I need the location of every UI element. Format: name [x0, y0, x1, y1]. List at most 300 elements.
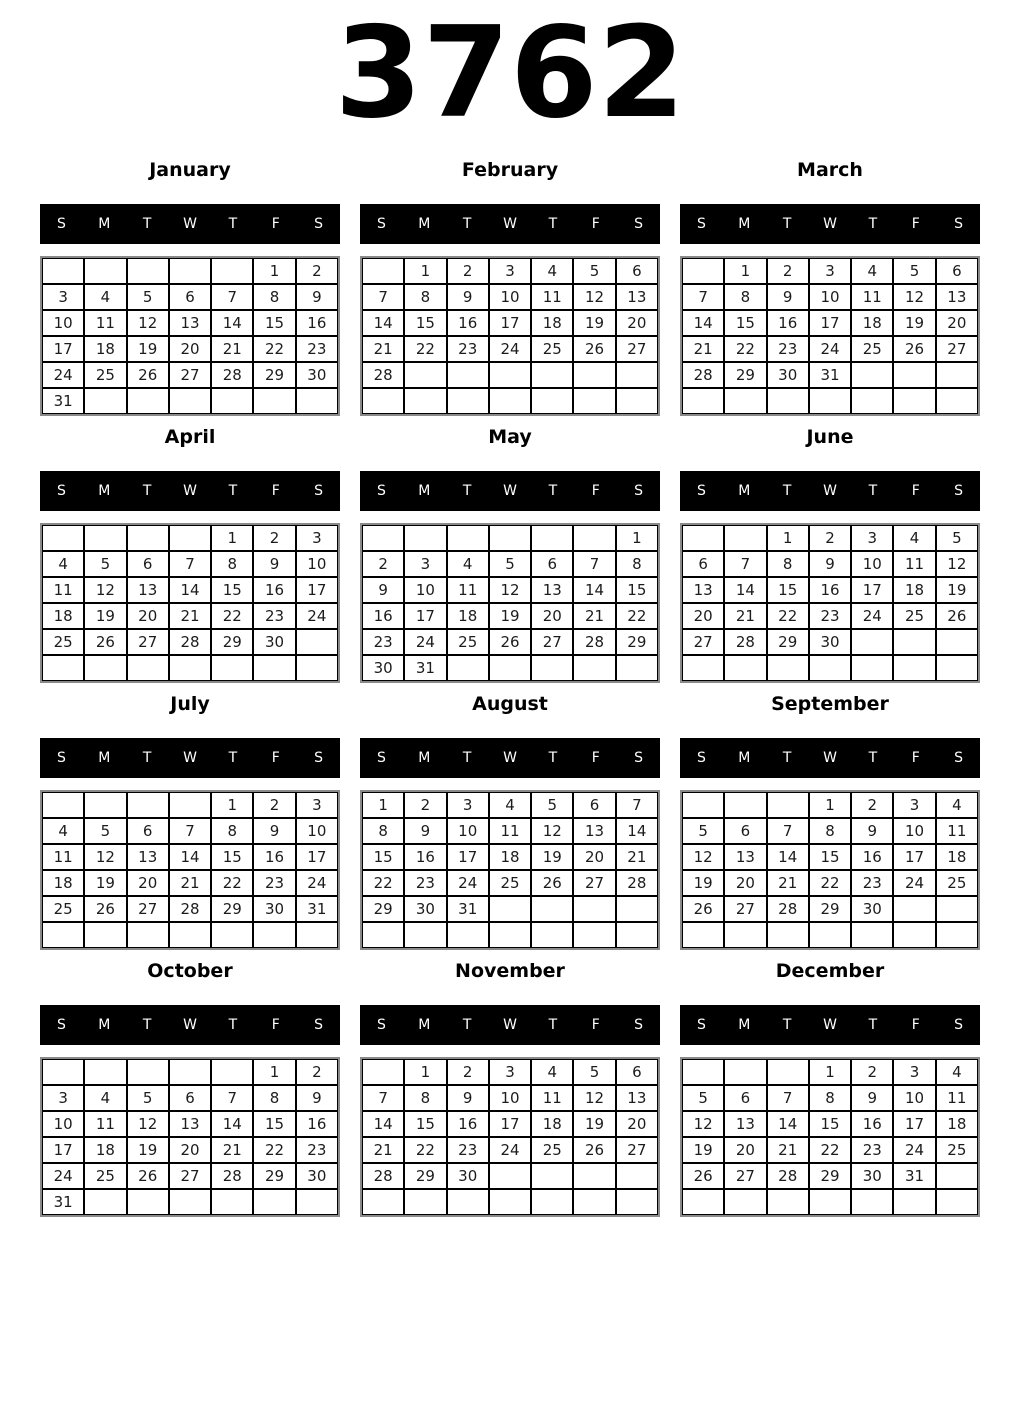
week-row — [362, 284, 658, 310]
week-row — [42, 258, 338, 284]
day-cell: 26 — [893, 336, 935, 362]
day-cell: 11 — [42, 577, 84, 603]
day-cell: 24 — [809, 336, 851, 362]
empty-day-cell — [169, 1189, 211, 1215]
month-title: January — [149, 159, 231, 181]
week-row — [362, 1163, 658, 1189]
week-row — [682, 818, 978, 844]
month-grid — [680, 256, 980, 416]
empty-day-cell — [489, 525, 531, 551]
day-cell: 20 — [682, 603, 724, 629]
day-cell: 30 — [767, 362, 809, 388]
day-cell: 20 — [616, 1111, 658, 1137]
week-row — [42, 1059, 338, 1085]
day-cell: 7 — [211, 1085, 253, 1111]
day-cell: 5 — [573, 1059, 615, 1085]
day-cell: 17 — [447, 844, 489, 870]
empty-day-cell — [42, 258, 84, 284]
day-cell: 22 — [211, 603, 253, 629]
weekday-label: T — [548, 483, 558, 499]
weekday-label: T — [228, 750, 238, 766]
week-row — [362, 310, 658, 336]
day-cell: 4 — [42, 551, 84, 577]
day-cell: 28 — [169, 629, 211, 655]
weekday-label: S — [56, 1017, 66, 1033]
day-cell: 21 — [573, 603, 615, 629]
week-row — [682, 258, 978, 284]
day-cell: 3 — [809, 258, 851, 284]
empty-day-cell — [42, 1059, 84, 1085]
day-cell: 24 — [42, 1163, 84, 1189]
day-cell: 21 — [767, 870, 809, 896]
week-row — [682, 336, 978, 362]
day-cell: 27 — [616, 336, 658, 362]
empty-day-cell — [127, 792, 169, 818]
empty-day-cell — [893, 362, 935, 388]
day-cell: 14 — [169, 577, 211, 603]
day-cell: 3 — [489, 258, 531, 284]
week-row — [42, 577, 338, 603]
empty-day-cell — [84, 525, 126, 551]
day-cell: 27 — [936, 336, 978, 362]
empty-day-cell — [682, 792, 724, 818]
day-cell: 22 — [404, 336, 446, 362]
day-cell: 28 — [767, 896, 809, 922]
weekday-label: S — [634, 216, 644, 232]
weekday-label: S — [954, 216, 964, 232]
day-cell: 3 — [42, 1085, 84, 1111]
day-cell: 17 — [489, 310, 531, 336]
day-cell: 14 — [211, 310, 253, 336]
weekday-label: F — [911, 1017, 920, 1033]
day-cell: 12 — [893, 284, 935, 310]
week-row — [682, 1111, 978, 1137]
week-row — [42, 1111, 338, 1137]
day-cell: 25 — [42, 629, 84, 655]
day-cell: 24 — [893, 870, 935, 896]
empty-day-cell — [767, 792, 809, 818]
month-july — [40, 695, 340, 950]
empty-day-cell — [767, 922, 809, 948]
weekday-label: F — [271, 750, 280, 766]
week-row — [362, 577, 658, 603]
empty-day-cell — [851, 629, 893, 655]
day-cell: 13 — [616, 1085, 658, 1111]
week-row — [362, 525, 658, 551]
day-cell: 30 — [447, 1163, 489, 1189]
empty-day-cell — [851, 362, 893, 388]
weekday-label: W — [823, 483, 837, 499]
day-cell: 18 — [42, 603, 84, 629]
week-row — [362, 551, 658, 577]
weekday-label: W — [503, 1017, 517, 1033]
day-cell: 6 — [724, 818, 766, 844]
day-cell: 21 — [169, 870, 211, 896]
day-cell: 20 — [573, 844, 615, 870]
day-cell: 4 — [893, 525, 935, 551]
empty-day-cell — [42, 655, 84, 681]
day-cell: 12 — [84, 844, 126, 870]
empty-day-cell — [296, 388, 338, 414]
weekday-label: T — [142, 1017, 152, 1033]
month-may — [360, 428, 660, 683]
day-cell: 26 — [682, 1163, 724, 1189]
day-cell: 26 — [127, 1163, 169, 1189]
weekday-header — [680, 204, 980, 244]
empty-day-cell — [936, 896, 978, 922]
empty-day-cell — [84, 258, 126, 284]
day-cell: 19 — [84, 603, 126, 629]
day-cell: 30 — [362, 655, 404, 681]
day-cell: 22 — [724, 336, 766, 362]
weekday-label: S — [634, 1017, 644, 1033]
empty-day-cell — [936, 388, 978, 414]
empty-day-cell — [767, 388, 809, 414]
empty-day-cell — [682, 258, 724, 284]
empty-day-cell — [724, 655, 766, 681]
day-cell: 9 — [767, 284, 809, 310]
day-cell: 14 — [682, 310, 724, 336]
weekday-label: T — [142, 216, 152, 232]
day-cell: 3 — [447, 792, 489, 818]
day-cell: 5 — [573, 258, 615, 284]
day-cell: 2 — [296, 1059, 338, 1085]
month-march — [680, 161, 980, 416]
day-cell: 20 — [127, 870, 169, 896]
day-cell: 15 — [253, 310, 295, 336]
day-cell: 26 — [127, 362, 169, 388]
day-cell: 17 — [296, 844, 338, 870]
empty-day-cell — [447, 525, 489, 551]
day-cell: 21 — [682, 336, 724, 362]
empty-day-cell — [253, 1189, 295, 1215]
day-cell: 11 — [489, 818, 531, 844]
weekday-label: T — [782, 216, 792, 232]
empty-day-cell — [42, 792, 84, 818]
month-title: November — [455, 960, 565, 982]
empty-day-cell — [809, 388, 851, 414]
year-title: 3762 — [334, 0, 686, 146]
weekday-label: F — [911, 216, 920, 232]
weekday-label: T — [782, 1017, 792, 1033]
week-row — [42, 896, 338, 922]
empty-day-cell — [851, 655, 893, 681]
day-cell: 14 — [767, 844, 809, 870]
day-cell: 14 — [362, 310, 404, 336]
empty-day-cell — [447, 1189, 489, 1215]
day-cell: 10 — [809, 284, 851, 310]
week-row — [42, 1189, 338, 1215]
weekday-label: M — [738, 216, 751, 232]
weekday-label: T — [142, 750, 152, 766]
day-cell: 13 — [169, 310, 211, 336]
day-cell: 23 — [447, 1137, 489, 1163]
empty-day-cell — [84, 388, 126, 414]
day-cell: 16 — [851, 844, 893, 870]
empty-day-cell — [447, 388, 489, 414]
day-cell: 16 — [296, 310, 338, 336]
day-cell: 16 — [362, 603, 404, 629]
weekday-header — [680, 471, 980, 511]
day-cell: 10 — [489, 1085, 531, 1111]
day-cell: 21 — [362, 1137, 404, 1163]
empty-day-cell — [573, 1189, 615, 1215]
day-cell: 5 — [936, 525, 978, 551]
empty-day-cell — [84, 1189, 126, 1215]
day-cell: 12 — [489, 577, 531, 603]
weekday-label: T — [228, 1017, 238, 1033]
day-cell: 6 — [531, 551, 573, 577]
day-cell: 27 — [682, 629, 724, 655]
weekday-label: T — [228, 216, 238, 232]
weekday-label: F — [591, 483, 600, 499]
day-cell: 19 — [682, 870, 724, 896]
month-title: October — [147, 960, 233, 982]
day-cell: 5 — [84, 818, 126, 844]
empty-day-cell — [893, 1189, 935, 1215]
day-cell: 25 — [42, 896, 84, 922]
weekday-header — [680, 1005, 980, 1045]
empty-day-cell — [489, 922, 531, 948]
empty-day-cell — [893, 655, 935, 681]
day-cell: 19 — [893, 310, 935, 336]
day-cell: 18 — [936, 844, 978, 870]
day-cell: 27 — [531, 629, 573, 655]
weekday-label: F — [911, 750, 920, 766]
day-cell: 23 — [253, 870, 295, 896]
empty-day-cell — [489, 362, 531, 388]
empty-day-cell — [851, 388, 893, 414]
day-cell: 31 — [809, 362, 851, 388]
empty-day-cell — [127, 1059, 169, 1085]
day-cell: 9 — [447, 1085, 489, 1111]
weekday-label: M — [98, 483, 111, 499]
day-cell: 22 — [616, 603, 658, 629]
weekday-label: S — [696, 750, 706, 766]
day-cell: 19 — [84, 870, 126, 896]
day-cell: 25 — [531, 1137, 573, 1163]
day-cell: 24 — [489, 336, 531, 362]
weekday-label: T — [868, 483, 878, 499]
day-cell: 1 — [404, 258, 446, 284]
day-cell: 28 — [573, 629, 615, 655]
day-cell: 7 — [362, 1085, 404, 1111]
weekday-label: S — [696, 483, 706, 499]
day-cell: 25 — [84, 362, 126, 388]
week-row — [362, 629, 658, 655]
day-cell: 21 — [211, 1137, 253, 1163]
day-cell: 22 — [809, 870, 851, 896]
weekday-label: F — [591, 750, 600, 766]
empty-day-cell — [767, 655, 809, 681]
weekday-header — [40, 471, 340, 511]
day-cell: 17 — [404, 603, 446, 629]
weekday-label: T — [782, 483, 792, 499]
empty-day-cell — [682, 1059, 724, 1085]
weekday-label: W — [823, 216, 837, 232]
day-cell: 14 — [362, 1111, 404, 1137]
week-row — [42, 603, 338, 629]
empty-day-cell — [531, 922, 573, 948]
weekday-label: W — [503, 216, 517, 232]
day-cell: 22 — [253, 1137, 295, 1163]
day-cell: 13 — [531, 577, 573, 603]
day-cell: 13 — [724, 844, 766, 870]
week-row — [682, 1163, 978, 1189]
month-grid — [680, 523, 980, 683]
week-row — [42, 870, 338, 896]
week-row — [362, 258, 658, 284]
weekday-label: T — [462, 216, 472, 232]
day-cell: 24 — [296, 603, 338, 629]
month-december — [680, 962, 980, 1217]
day-cell: 15 — [809, 1111, 851, 1137]
day-cell: 15 — [809, 844, 851, 870]
day-cell: 15 — [253, 1111, 295, 1137]
week-row — [362, 896, 658, 922]
empty-day-cell — [893, 388, 935, 414]
day-cell: 8 — [616, 551, 658, 577]
day-cell: 16 — [253, 844, 295, 870]
day-cell: 16 — [296, 1111, 338, 1137]
weekday-label: M — [418, 1017, 431, 1033]
day-cell: 30 — [253, 629, 295, 655]
day-cell: 29 — [616, 629, 658, 655]
day-cell: 10 — [42, 310, 84, 336]
day-cell: 1 — [724, 258, 766, 284]
weekday-label: T — [142, 483, 152, 499]
day-cell: 24 — [893, 1137, 935, 1163]
empty-day-cell — [296, 655, 338, 681]
day-cell: 29 — [767, 629, 809, 655]
week-row — [42, 1085, 338, 1111]
day-cell: 6 — [724, 1085, 766, 1111]
weekday-label: S — [56, 750, 66, 766]
day-cell: 4 — [936, 1059, 978, 1085]
weekday-label: S — [954, 750, 964, 766]
day-cell: 10 — [893, 1085, 935, 1111]
day-cell: 26 — [682, 896, 724, 922]
day-cell: 30 — [253, 896, 295, 922]
empty-day-cell — [573, 1163, 615, 1189]
week-row — [362, 818, 658, 844]
day-cell: 14 — [616, 818, 658, 844]
day-cell: 27 — [724, 1163, 766, 1189]
day-cell: 20 — [127, 603, 169, 629]
day-cell: 6 — [616, 258, 658, 284]
empty-day-cell — [851, 1189, 893, 1215]
day-cell: 6 — [169, 1085, 211, 1111]
weekday-label: T — [782, 750, 792, 766]
day-cell: 26 — [531, 870, 573, 896]
weekday-label: W — [183, 483, 197, 499]
empty-day-cell — [211, 388, 253, 414]
empty-day-cell — [767, 1059, 809, 1085]
day-cell: 12 — [127, 1111, 169, 1137]
day-cell: 1 — [211, 525, 253, 551]
day-cell: 12 — [573, 284, 615, 310]
day-cell: 24 — [42, 362, 84, 388]
day-cell: 18 — [893, 577, 935, 603]
day-cell: 31 — [296, 896, 338, 922]
empty-day-cell — [573, 362, 615, 388]
day-cell: 8 — [211, 551, 253, 577]
week-row — [682, 577, 978, 603]
day-cell: 14 — [211, 1111, 253, 1137]
day-cell: 15 — [211, 577, 253, 603]
month-april — [40, 428, 340, 683]
day-cell: 4 — [447, 551, 489, 577]
weekday-label: T — [462, 483, 472, 499]
weekday-label: W — [823, 750, 837, 766]
empty-day-cell — [724, 1059, 766, 1085]
day-cell: 10 — [296, 818, 338, 844]
day-cell: 20 — [724, 1137, 766, 1163]
day-cell: 16 — [767, 310, 809, 336]
empty-day-cell — [127, 388, 169, 414]
day-cell: 17 — [809, 310, 851, 336]
empty-day-cell — [936, 1163, 978, 1189]
empty-day-cell — [84, 655, 126, 681]
week-row — [42, 1163, 338, 1189]
day-cell: 28 — [724, 629, 766, 655]
day-cell: 11 — [893, 551, 935, 577]
empty-day-cell — [253, 388, 295, 414]
week-row — [362, 1059, 658, 1085]
day-cell: 6 — [936, 258, 978, 284]
day-cell: 1 — [253, 1059, 295, 1085]
day-cell: 4 — [42, 818, 84, 844]
weekday-label: W — [823, 1017, 837, 1033]
day-cell: 19 — [573, 1111, 615, 1137]
day-cell: 18 — [531, 310, 573, 336]
week-row — [682, 551, 978, 577]
week-row — [362, 1111, 658, 1137]
day-cell: 7 — [767, 818, 809, 844]
week-row — [42, 284, 338, 310]
day-cell: 21 — [767, 1137, 809, 1163]
weekday-label: T — [868, 216, 878, 232]
weekday-label: W — [503, 483, 517, 499]
day-cell: 31 — [447, 896, 489, 922]
day-cell: 20 — [169, 336, 211, 362]
day-cell: 17 — [42, 336, 84, 362]
day-cell: 27 — [127, 896, 169, 922]
day-cell: 9 — [447, 284, 489, 310]
day-cell: 27 — [616, 1137, 658, 1163]
day-cell: 28 — [211, 362, 253, 388]
empty-day-cell — [724, 922, 766, 948]
empty-day-cell — [531, 896, 573, 922]
empty-day-cell — [404, 922, 446, 948]
day-cell: 13 — [682, 577, 724, 603]
empty-day-cell — [296, 922, 338, 948]
empty-day-cell — [573, 655, 615, 681]
week-row — [42, 310, 338, 336]
day-cell: 14 — [573, 577, 615, 603]
weekday-header — [360, 471, 660, 511]
weekday-header — [360, 204, 660, 244]
day-cell: 7 — [169, 551, 211, 577]
day-cell: 29 — [253, 362, 295, 388]
weekday-label: M — [418, 483, 431, 499]
empty-day-cell — [127, 1189, 169, 1215]
day-cell: 7 — [362, 284, 404, 310]
weekday-label: T — [462, 1017, 472, 1033]
day-cell: 5 — [489, 551, 531, 577]
day-cell: 25 — [936, 870, 978, 896]
day-cell: 25 — [447, 629, 489, 655]
